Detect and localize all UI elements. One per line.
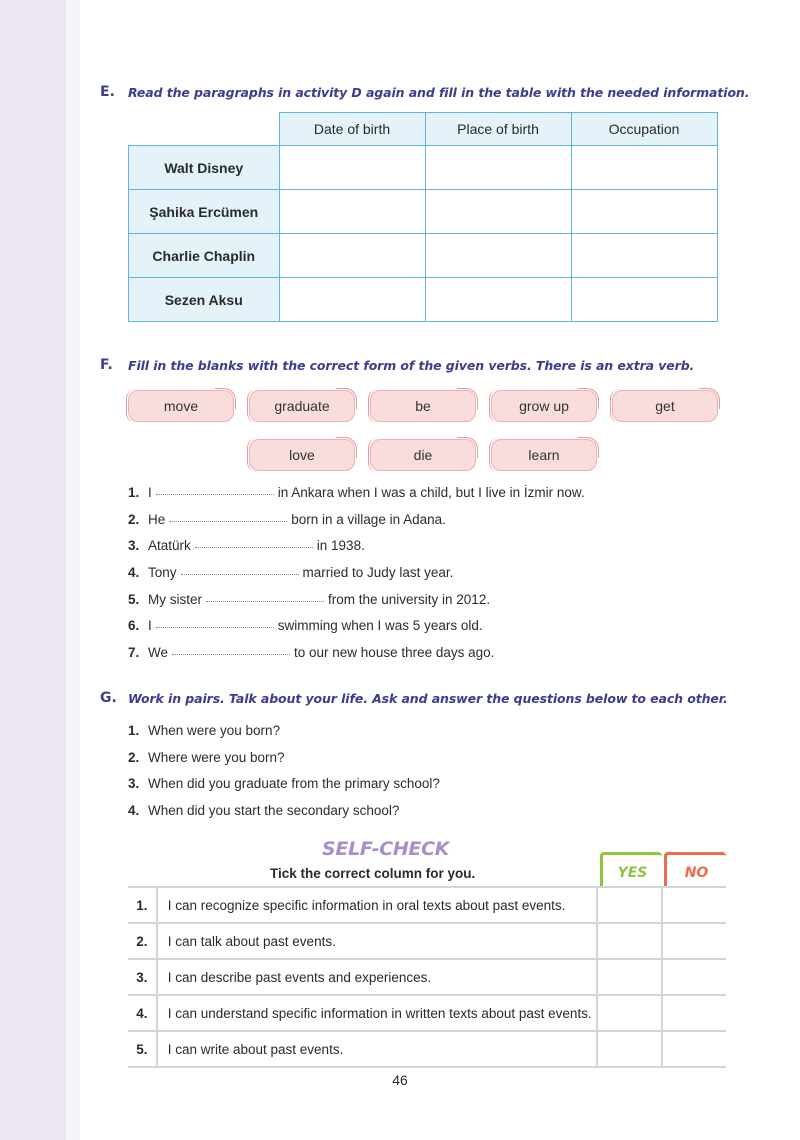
yes-checkbox-cell[interactable]	[597, 1031, 662, 1067]
no-checkbox-cell[interactable]	[662, 1031, 726, 1067]
table-cell-blank[interactable]	[571, 190, 717, 234]
item-text-before: Atatürk	[148, 538, 191, 553]
yes-checkbox-cell[interactable]	[597, 887, 662, 923]
item-text-after: swimming when I was 5 years old.	[277, 618, 483, 633]
section-g-instruction: Work in pairs. Talk about your life. Ask and answer the questions below to each other.	[128, 691, 728, 706]
yes-column-tab: YES	[600, 852, 662, 888]
section-e-letter: E.	[100, 84, 115, 100]
row-number: 2.	[128, 923, 157, 959]
item-number: 2.	[128, 512, 140, 527]
self-check-subtitle: Tick the correct column for you.	[270, 866, 476, 881]
blank-line[interactable]	[156, 494, 274, 495]
table-cell-blank[interactable]	[279, 278, 425, 322]
section-f-instruction: Fill in the blanks with the correct form of the given verbs. There is an extra verb.	[128, 358, 695, 373]
question-number: 1.	[128, 723, 140, 738]
page-margin-edge	[66, 0, 80, 1140]
item-text-after: born in a village in Adana.	[291, 512, 446, 527]
table-cell-blank[interactable]	[279, 146, 425, 190]
birth-info-table	[128, 112, 718, 322]
item-number: 6.	[128, 618, 140, 633]
item-text-after: in 1938.	[316, 538, 365, 553]
blank-line[interactable]	[195, 547, 313, 548]
question-item	[128, 723, 280, 738]
word-pill: get	[612, 390, 718, 422]
row-header: Charlie Chaplin	[129, 234, 280, 278]
column-header-place: Place of birth	[425, 113, 571, 146]
yes-checkbox-cell[interactable]	[597, 959, 662, 995]
exercise-item	[128, 618, 483, 633]
table-cell-blank[interactable]	[571, 278, 717, 322]
no-checkbox-cell[interactable]	[662, 959, 726, 995]
blank-line[interactable]	[156, 627, 274, 628]
column-header-occupation: Occupation	[571, 113, 717, 146]
table-cell-blank[interactable]	[279, 190, 425, 234]
yes-checkbox-cell[interactable]	[597, 995, 662, 1031]
exercise-item	[128, 592, 490, 607]
self-check-row	[128, 887, 726, 923]
row-statement: I can understand specific information in written texts about past events.	[157, 995, 598, 1031]
word-pill: die	[370, 439, 476, 471]
self-check-table	[128, 886, 726, 1068]
row-statement: I can write about past events.	[157, 1031, 598, 1067]
row-header: Walt Disney	[129, 146, 280, 190]
section-g-letter: G.	[100, 690, 117, 706]
word-pill: be	[370, 390, 476, 422]
blank-line[interactable]	[172, 654, 290, 655]
section-f-letter: F.	[100, 357, 113, 373]
column-header-date: Date of birth	[279, 113, 425, 146]
no-column-tab: NO	[664, 852, 726, 888]
table-cell-blank[interactable]	[425, 234, 571, 278]
exercise-item	[128, 512, 446, 527]
item-text-before: My sister	[148, 592, 202, 607]
item-number: 5.	[128, 592, 140, 607]
item-text-before: Tony	[148, 565, 177, 580]
blank-line[interactable]	[169, 521, 287, 522]
blank-line[interactable]	[206, 601, 324, 602]
row-number: 3.	[128, 959, 157, 995]
question-text: When did you graduate from the primary school?	[148, 776, 440, 791]
row-statement: I can talk about past events.	[157, 923, 598, 959]
self-check-row	[128, 959, 726, 995]
question-number: 2.	[128, 750, 140, 765]
word-pill: grow up	[491, 390, 597, 422]
table-corner	[129, 113, 280, 146]
question-text: When did you start the secondary school?	[148, 803, 400, 818]
item-text-before: I	[148, 618, 152, 633]
question-item	[128, 803, 399, 818]
table-cell-blank[interactable]	[425, 190, 571, 234]
row-number: 1.	[128, 887, 157, 923]
exercise-item	[128, 645, 494, 660]
item-number: 7.	[128, 645, 140, 660]
page-number: 46	[392, 1072, 408, 1088]
yes-checkbox-cell[interactable]	[597, 923, 662, 959]
question-text: When were you born?	[148, 723, 281, 738]
question-text: Where were you born?	[148, 750, 285, 765]
page-margin-strip	[0, 0, 66, 1140]
table-cell-blank[interactable]	[571, 234, 717, 278]
row-header: Şahika Ercümen	[129, 190, 280, 234]
no-checkbox-cell[interactable]	[662, 923, 726, 959]
word-pill: move	[128, 390, 234, 422]
item-text-after: from the university in 2012.	[328, 592, 491, 607]
item-text-after: married to Judy last year.	[302, 565, 454, 580]
row-number: 4.	[128, 995, 157, 1031]
item-text-after: in Ankara when I was a child, but I live in İzmir now.	[277, 485, 585, 500]
item-number: 3.	[128, 538, 140, 553]
question-item	[128, 776, 440, 791]
self-check-title: SELF-CHECK	[322, 838, 450, 860]
exercise-item	[128, 485, 585, 500]
question-item	[128, 750, 285, 765]
blank-line[interactable]	[181, 574, 299, 575]
table-cell-blank[interactable]	[279, 234, 425, 278]
word-pill: graduate	[249, 390, 355, 422]
section-e-instruction: Read the paragraphs in activity D again and fill in the table with the needed information.	[128, 85, 750, 100]
table-cell-blank[interactable]	[425, 278, 571, 322]
item-text-before: He	[148, 512, 166, 527]
item-text-before: I	[148, 485, 152, 500]
question-number: 4.	[128, 803, 140, 818]
word-pill: learn	[491, 439, 597, 471]
row-statement: I can recognize specific information in oral texts about past events.	[157, 887, 598, 923]
question-number: 3.	[128, 776, 140, 791]
table-cell-blank[interactable]	[425, 146, 571, 190]
item-text-after: to our new house three days ago.	[294, 645, 495, 660]
no-checkbox-cell[interactable]	[662, 887, 726, 923]
self-check-row	[128, 923, 726, 959]
exercise-item	[128, 565, 453, 580]
no-checkbox-cell[interactable]	[662, 995, 726, 1031]
item-text-before: We	[148, 645, 169, 660]
row-number: 5.	[128, 1031, 157, 1067]
row-statement: I can describe past events and experiences.	[157, 959, 598, 995]
item-number: 4.	[128, 565, 140, 580]
self-check-row	[128, 1031, 726, 1067]
exercise-item	[128, 538, 365, 553]
item-number: 1.	[128, 485, 140, 500]
self-check-row	[128, 995, 726, 1031]
table-cell-blank[interactable]	[571, 146, 717, 190]
word-pill: love	[249, 439, 355, 471]
row-header: Sezen Aksu	[129, 278, 280, 322]
